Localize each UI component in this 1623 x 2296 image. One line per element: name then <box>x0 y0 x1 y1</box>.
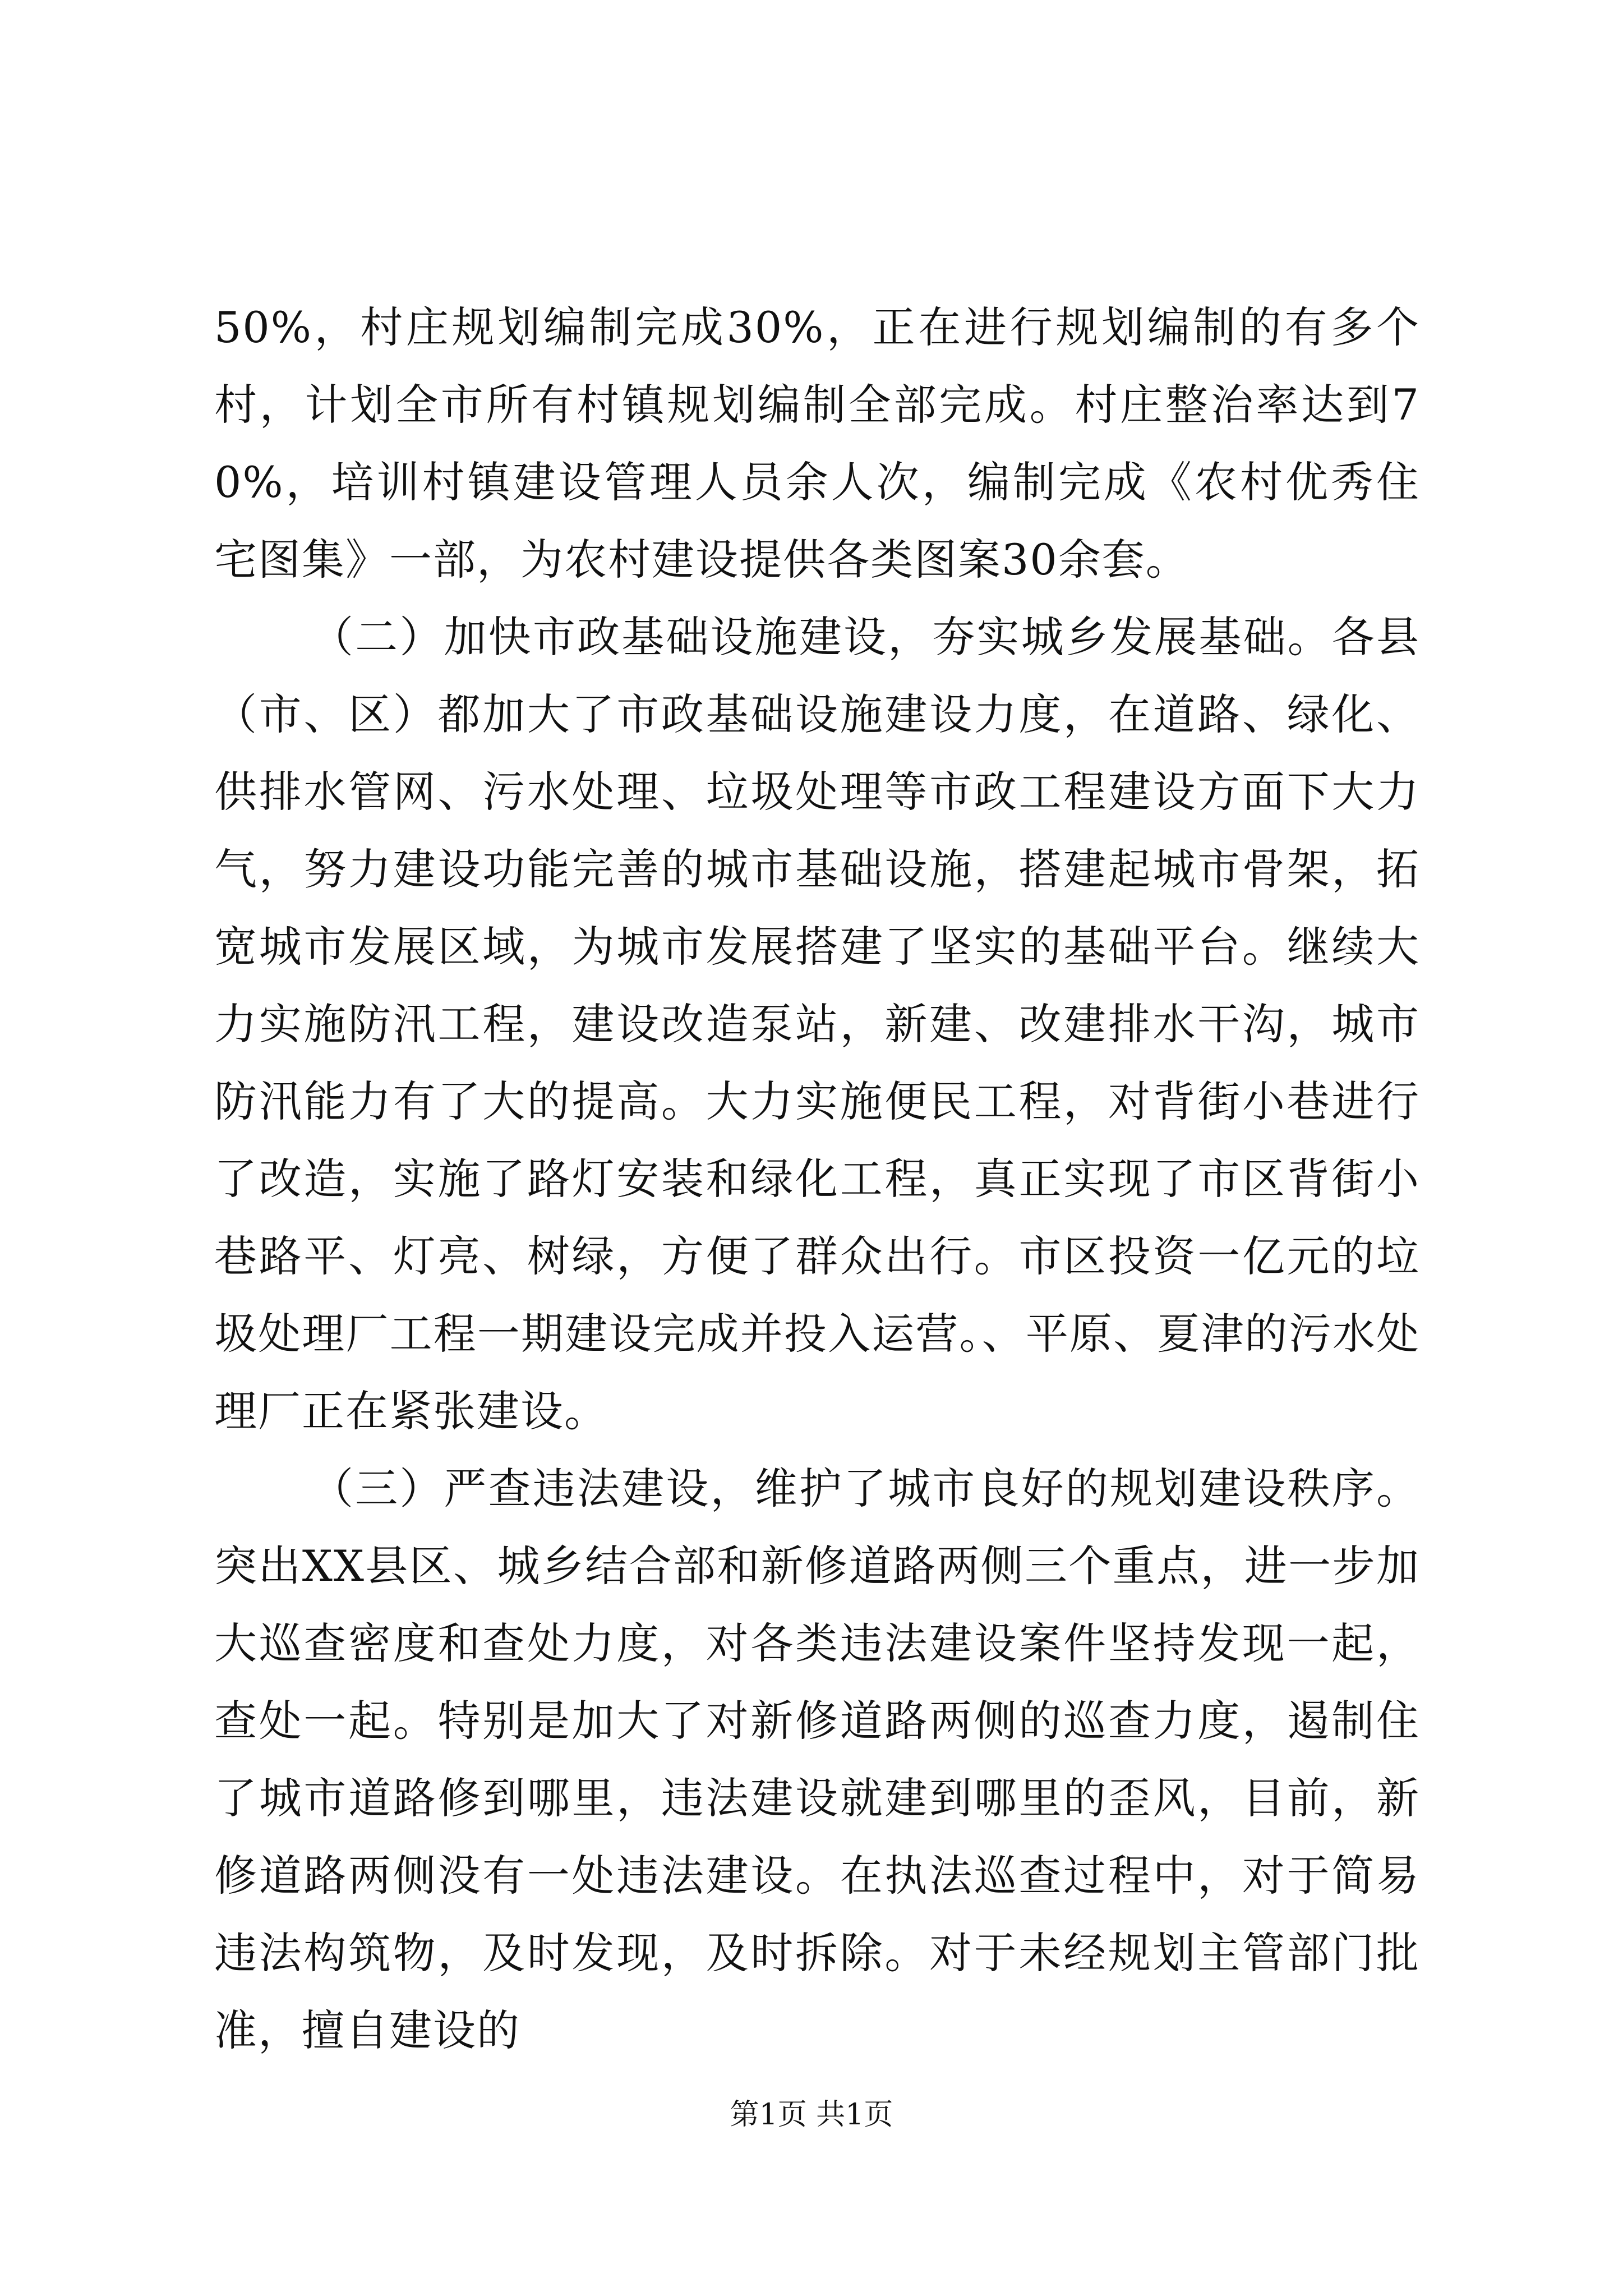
paragraph-1: 50%，村庄规划编制完成30%，正在进行规划编制的有多个村，计划全市所有村镇规划编制全部完成。村庄整治率达到70%，培训村镇建设管理人员余人次，编制完成《农村优秀住宅图集》一部，为农村建设提供各类图案30余套。 <box>214 302 1420 585</box>
paragraph-2: （二）加快市政基础设施建设，夯实城乡发展基础。各县（市、区）都加大了市政基础设施建设力度，在道路、绿化、供排水管网、污水处理、垃圾处理等市政工程建设方面下大力气，努力建设功能完善的城市基础设施，搭建起城市骨架，拓宽城市发展区域，为城市发展搭建了坚实的基础平台。继续大力实施防汛工程，建设改造泵站，新建、改建排水干沟，城市防汛能力有了大的提高。大力实施便民工程，对背街小巷进行了改造，实施了路灯安装和绿化工程，真正实现了市区背街小巷路平、灯亮、树绿，方便了群众出行。市区投资一亿元的垃圾处理厂工程一期建设完成并投入运营。、平原、夏津的污水处理厂正在紧张建设。 <box>214 612 1420 1436</box>
document-body <box>214 289 1420 2069</box>
paragraph-3: （三）严查违法建设，维护了城市良好的规划建设秩序。突出XX县区、城乡结合部和新修道路两侧三个重点，进一步加大巡查密度和查处力度，对各类违法建设案件坚持发现一起，查处一起。特别是加大了对新修道路两侧的巡查力度，遏制住了城市道路修到哪里，违法建设就建到哪里的歪风，目前，新修道路两侧没有一处违法建设。在执法巡查过程中，对于简易违法构筑物，及时发现，及时拆除。对于未经规划主管部门批准，擅自建设的 <box>214 1464 1420 2055</box>
page-footer: 第1页 共1页 <box>730 2098 893 2132</box>
